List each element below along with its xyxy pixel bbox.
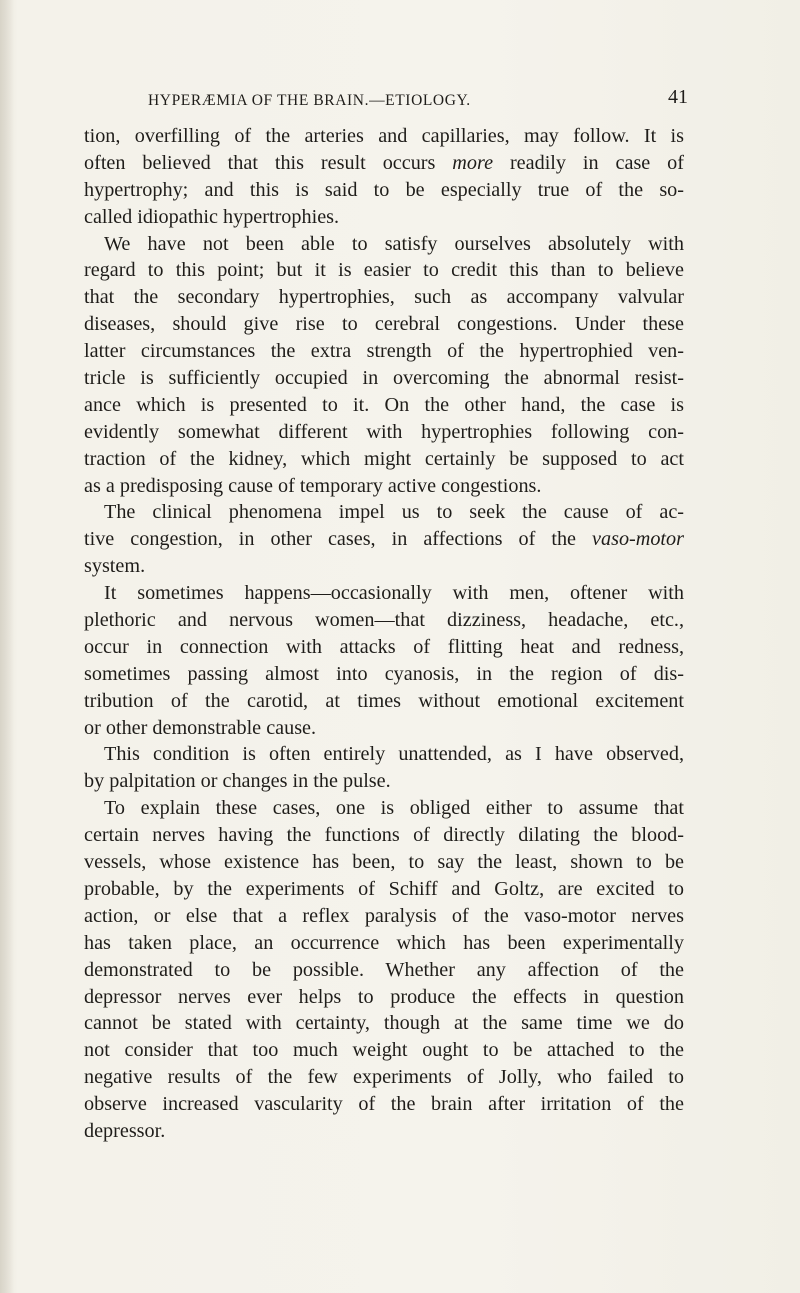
text-line: vessels, whose existence has been, to say the least, shown to be bbox=[84, 851, 684, 874]
text-line: negative results of the few experiments of Jolly, who failed to bbox=[84, 1066, 684, 1089]
text-line: latter circumstances the extra strength of the hypertrophied ven- bbox=[84, 340, 684, 363]
text-line: tricle is sufficiently occupied in overcoming the abnormal resist- bbox=[84, 367, 684, 390]
emphasis-vaso-motor: vaso-motor bbox=[592, 528, 684, 551]
text-line: system. bbox=[84, 555, 146, 578]
text-line: The clinical phenomena impel us to seek the cause of ac- bbox=[104, 501, 684, 524]
text-line: regard to this point; but it is easier to credit this than to believe bbox=[84, 259, 684, 282]
body-text bbox=[84, 123, 684, 1145]
text-line: traction of the kidney, which might certainly be supposed to act bbox=[84, 447, 684, 470]
text-line: observe increased vascularity of the brain after irritation of the bbox=[84, 1093, 684, 1116]
text-line: action, or else that a reflex paralysis of the vaso-motor nerves bbox=[84, 904, 684, 927]
text-line: To explain these cases, one is obliged either to assume that bbox=[104, 797, 684, 820]
text-line: or other demonstrable cause. bbox=[84, 716, 317, 739]
text-line: tion, overfilling of the arteries and capillaries, may follow. It is bbox=[84, 125, 684, 147]
page-header bbox=[148, 86, 688, 116]
text-line: that the secondary hypertrophies, such as accompany valvular bbox=[84, 286, 684, 309]
page-number: 41 bbox=[668, 86, 688, 108]
text-line: tribution of the carotid, at times without emotional excitement bbox=[84, 689, 684, 712]
text-line: We have not been able to satisfy ourselves absolutely with bbox=[104, 232, 684, 255]
text-line: plethoric and nervous women—that dizziness, headache, etc., bbox=[84, 609, 684, 632]
running-head: HYPERÆMIA OF THE BRAIN.—ETIOLOGY. bbox=[148, 92, 471, 109]
text-line: It sometimes happens—occasionally with men, oftener with bbox=[104, 582, 684, 605]
text-line: sometimes passing almost into cyanosis, in the region of dis- bbox=[84, 662, 684, 685]
page-gutter-shadow bbox=[0, 0, 14, 1293]
emphasis-more: more bbox=[452, 151, 494, 174]
text-line: diseases, should give rise to cerebral congestions. Under these bbox=[84, 313, 684, 336]
text-line: evidently somewhat different with hypertrophies following con- bbox=[84, 420, 684, 443]
text-line: This condition is often entirely unattended, as I have observed, bbox=[104, 743, 684, 766]
text-line: often believed that this result occurs more readily in case of bbox=[84, 151, 684, 174]
text-line: not consider that too much weight ought to be attached to the bbox=[84, 1039, 684, 1062]
text-line: hypertrophy; and this is said to be especially true of the so- bbox=[84, 178, 684, 201]
text-line: certain nerves having the functions of directly dilating the blood- bbox=[84, 824, 684, 847]
text-line: probable, by the experiments of Schiff and Goltz, are excited to bbox=[84, 877, 684, 900]
text-line: tive congestion, in other cases, in affections of the vaso-motor bbox=[84, 528, 684, 551]
text-line: has taken place, an occurrence which has been experimentally bbox=[84, 931, 684, 954]
text-line: ance which is presented to it. On the other hand, the case is bbox=[84, 393, 684, 416]
text-line: cannot be stated with certainty, though at the same time we do bbox=[84, 1012, 684, 1035]
text-line: depressor. bbox=[84, 1119, 166, 1142]
text-line: demonstrated to be possible. Whether any affection of the bbox=[84, 958, 684, 981]
text-line: depressor nerves ever helps to produce the effects in question bbox=[84, 985, 684, 1008]
text-line: called idiopathic hypertrophies. bbox=[84, 205, 340, 228]
text-line: occur in connection with attacks of flitting heat and redness, bbox=[84, 635, 684, 658]
text-line: as a predisposing cause of temporary active congestions. bbox=[84, 474, 542, 497]
text-line: by palpitation or changes in the pulse. bbox=[84, 770, 391, 793]
